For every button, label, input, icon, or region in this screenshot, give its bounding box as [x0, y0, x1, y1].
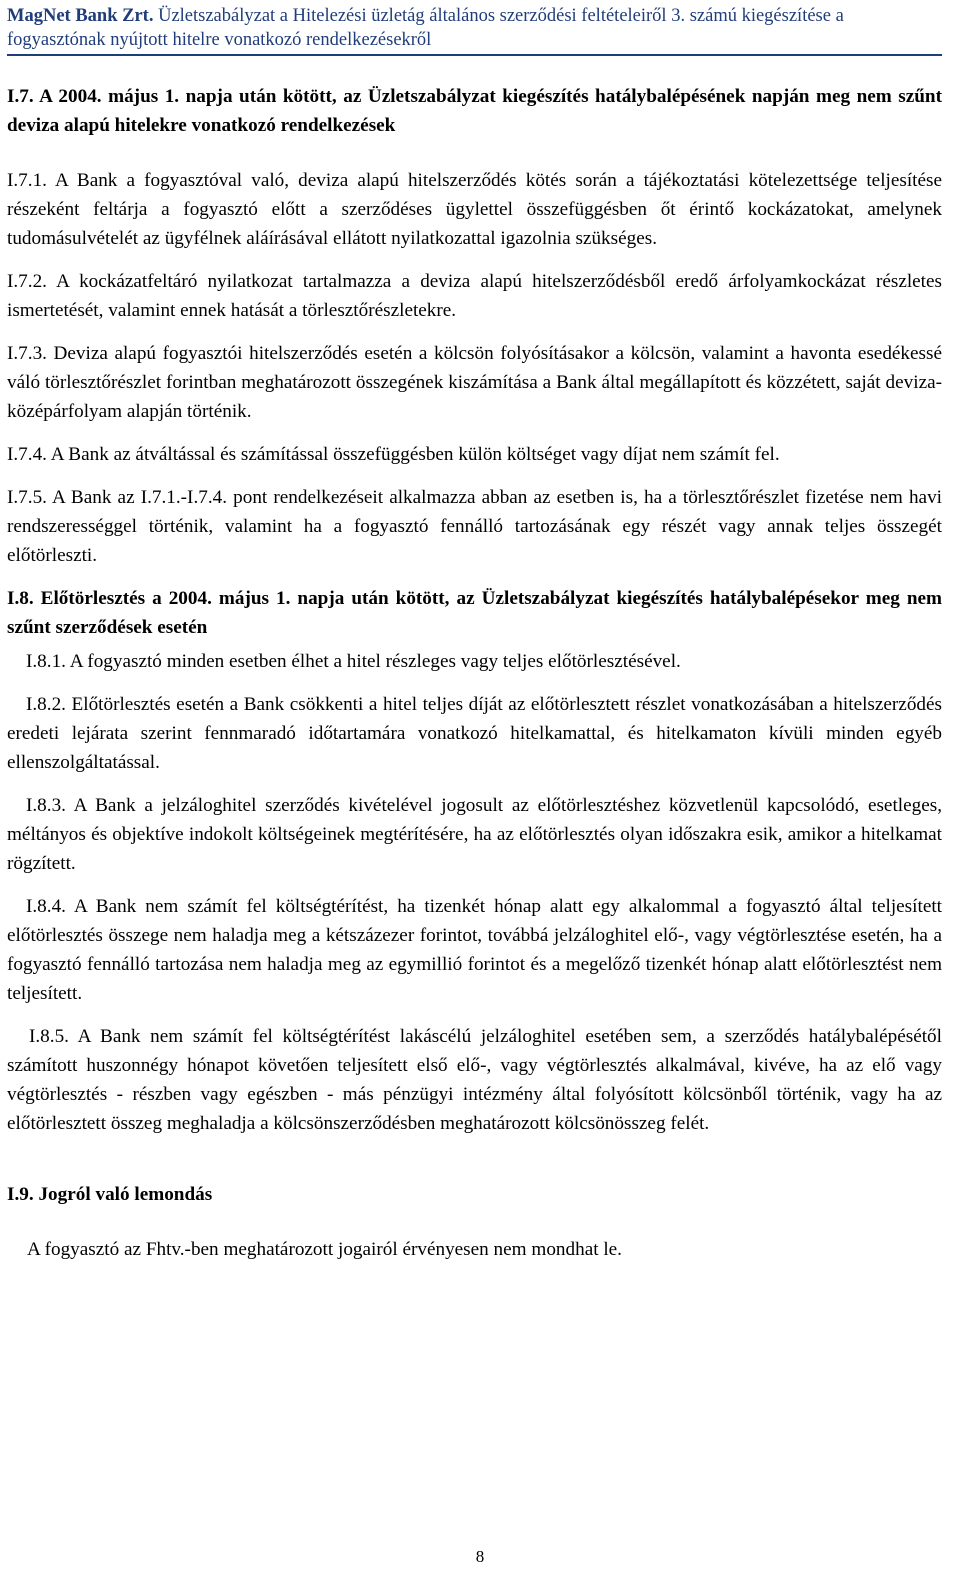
paragraph-i8-3: I.8.3. A Bank a jelzáloghitel szerződés kivételével jogosult az előtörlesztéshez közvetlenül kapcsolódó, esetleges, méltányos és objektíve indokolt költségeinek megtérítésére, ha az előtörlesztés olyan időszakra esik, amikor a hitelkamat rögzített. [7, 795, 942, 874]
section-heading-i7: I.7. A 2004. május 1. napja után kötött, az Üzletszabályzat kiegészítés hatálybalépésének napján meg nem szűnt deviza alapú hitelekre vonatkozó rendelkezések [7, 86, 942, 136]
paragraph-i8-4: I.8.4. A Bank nem számít fel költségtérítést, ha tizenkét hónap alatt egy alkalommal a fogyasztó által teljesített előtörlesztés összege nem haladja meg a kétszázezer forintot, továbbá jelzáloghitel elő-, vagy végtörlesztése esetén, ha a fogyasztó fennálló tartozása nem haladja meg az egymillió forintot és a megelőző tizenkét hónap alatt előtörlesztést nem teljesített. [7, 896, 942, 1004]
paragraph-i7-1: I.7.1. A Bank a fogyasztóval való, deviza alapú hitelszerződés kötés során a tájékoztatási kötelezettsége teljesítése részeként feltárja a fogyasztó előtt a szerződéses ügylettel összefüggésben őt érintő kockázatokat, amelynek tudomásulvételét az ügyfélnek aláírásával ellátott nyilatkozattal igazolnia szükséges. [7, 170, 942, 249]
document-body [7, 82, 942, 1264]
paragraph-i8-5: I.8.5. A Bank nem számít fel költségtérítést lakáscélú jelzáloghitel esetében sem, a szerződés hatálybalépésétől számított huszonnégy hónapot követően teljesített első elő-, vagy végtörlesztés alkalmával, kivéve, ha az elő vagy végtörlesztés - részben vagy egészben - más pénzügyi intézmény által folyósított kölcsönből történik, vagy ha az előtörlesztett összeg meghaladja a kölcsönszerződésben meghatározott kölcsönösszeg felét. [7, 1026, 942, 1134]
paragraph-i7-2: I.7.2. A kockázatfeltáró nyilatkozat tartalmazza a deviza alapú hitelszerződésből eredő árfolyamkockázat részletes ismertetését, valamint ennek hatását a törlesztőrészletekre. [7, 271, 942, 321]
page-number: 8 [475, 1547, 485, 1566]
header-company: MagNet Bank Zrt. [7, 6, 154, 26]
section-heading-i9: I.9. Jogról való lemondás [7, 1184, 213, 1205]
paragraph-i7-3: I.7.3. Deviza alapú fogyasztói hitelszerződés esetén a kölcsön folyósításakor a kölcsön, valamint a havonta esedékessé váló törlesztőrészlet forintban meghatározott összegének kiszámítása a Bank által megállapított és közzétett, saját deviza-középárfolyam alapján történik. [7, 343, 942, 422]
paragraph-i9: A fogyasztó az Fhtv.-ben meghatározott jogairól érvényesen nem mondhat le. [27, 1239, 622, 1260]
paragraph-i7-4: I.7.4. A Bank az átváltással és számítással összefüggésben külön költséget vagy díjat nem számít fel. [7, 444, 780, 465]
paragraph-i7-5: I.7.5. A Bank az I.7.1.-I.7.4. pont rendelkezéseit alkalmazza abban az esetben is, ha a törlesztőrészlet fizetése nem havi rendszerességgel történik, valamint ha a fogyasztó fennálló tartozásának egy részét vagy annak teljes összegét előtörleszti. [7, 487, 942, 566]
running-header [7, 4, 942, 56]
section-heading-i8: I.8. Előtörlesztés a 2004. május 1. napja után kötött, az Üzletszabályzat kiegészítés hatálybalépésekor meg nem szűnt szerződések esetén [7, 588, 942, 638]
paragraph-i8-1: I.8.1. A fogyasztó minden esetben élhet a hitel részleges vagy teljes előtörlesztésével. [26, 651, 681, 672]
header-title: Üzletszabályzat a Hitelezési üzletág általános szerződési feltételeiről 3. számú kiegészítése a fogyasztónak nyújtott hitelre vonatkozó rendelkezésekről [7, 6, 844, 50]
paragraph-i8-2: I.8.2. Előtörlesztés esetén a Bank csökkenti a hitel teljes díját az előtörlesztett részlet vonatkozásában a hitelszerződés eredeti lejárata szerint fennmaradó időtartamára vonatkozó hitelkamattal, és hitelkamaton kívüli minden egyéb ellenszolgáltatással. [7, 694, 942, 773]
